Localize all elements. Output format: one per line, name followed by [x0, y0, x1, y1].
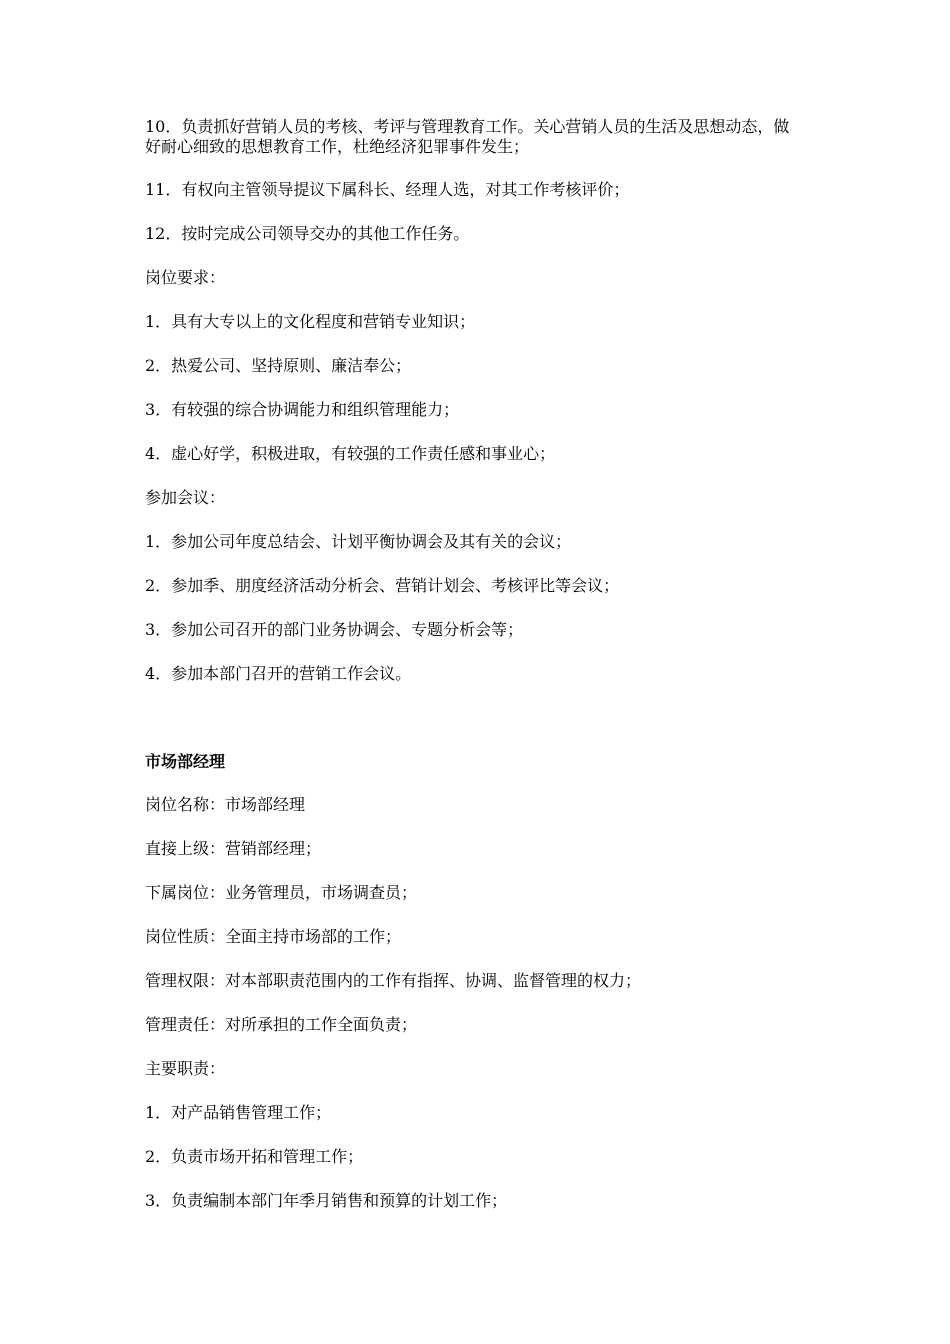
document-body [145, 117, 815, 1212]
duties-title: 主要职责： [145, 1059, 226, 1078]
section-heading-market-manager: 市场部经理 [145, 752, 226, 771]
duty-item-12: 12．按时完成公司领导交办的其他工作任务。 [145, 224, 470, 243]
field-position-name: 岗位名称：市场部经理 [145, 795, 306, 814]
requirement-item-4: 4．虚心好学，积极进取，有较强的工作责任感和事业心； [145, 444, 556, 463]
requirement-item-1: 1．具有大专以上的文化程度和营销专业知识； [145, 312, 476, 331]
meeting-item-3: 3．参加公司召开的部门业务协调会、专题分析会等； [145, 620, 524, 639]
requirement-item-3: 3．有较强的综合协调能力和组织管理能力； [145, 400, 460, 419]
meeting-item-1: 1．参加公司年度总结会、计划平衡协调会及其有关的会议； [145, 532, 572, 551]
meetings-title: 参加会议： [145, 488, 226, 507]
meeting-item-2: 2．参加季、朋度经济活动分析会、营销计划会、考核评比等会议； [145, 576, 620, 595]
field-position-nature: 岗位性质：全面主持市场部的工作； [145, 927, 402, 946]
meeting-item-4: 4．参加本部门召开的营销工作会议。 [145, 664, 412, 683]
duty-item-10: 10．负责抓好营销人员的考核、考评与管理教育工作。关心营销人员的生活及思想动态，做好耐心细致的思想教育工作，杜绝经济犯罪事件发生； [145, 117, 790, 156]
field-subordinates: 下属岗位：业务管理员，市场调查员； [145, 883, 418, 902]
requirements-title: 岗位要求： [145, 268, 226, 287]
main-duty-item-1: 1．对产品销售管理工作； [145, 1103, 332, 1122]
main-duty-item-2: 2．负责市场开拓和管理工作； [145, 1147, 364, 1166]
field-direct-superior: 直接上级：营销部经理； [145, 839, 322, 858]
main-duty-item-3: 3．负责编制本部门年季月销售和预算的计划工作； [145, 1191, 508, 1210]
field-authority: 管理权限：对本部职责范围内的工作有指挥、协调、监督管理的权力； [145, 971, 642, 990]
duty-item-11: 11．有权向主管领导提议下属科长、经理人选，对其工作考核评价； [145, 180, 630, 199]
field-responsibility: 管理责任：对所承担的工作全面负责； [145, 1015, 418, 1034]
requirement-item-2: 2．热爱公司、坚持原则、廉洁奉公； [145, 356, 412, 375]
